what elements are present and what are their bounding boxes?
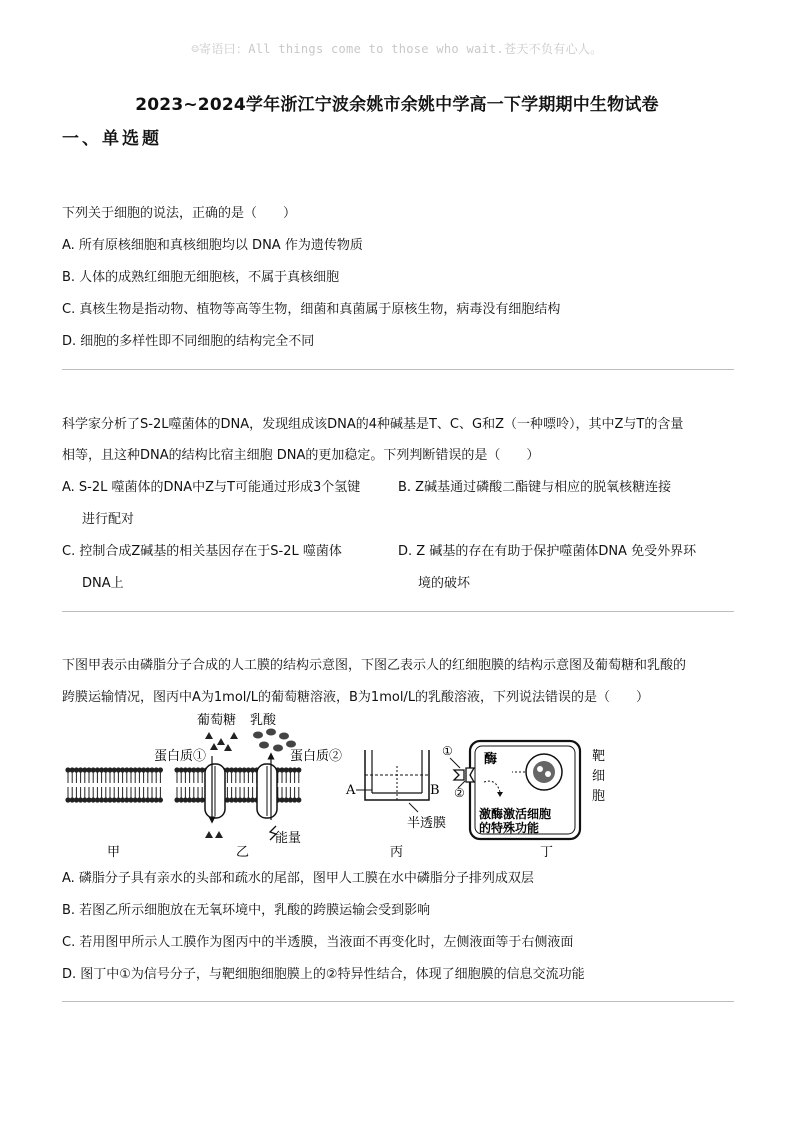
activate-line2: 的特殊功能 xyxy=(479,821,540,835)
label-b: B xyxy=(430,783,440,798)
q3-option-c[interactable]: C. 若用图甲所示人工膜作为图丙中的半透膜，当液面不再变化时，左侧液面等于右侧液面 xyxy=(62,935,574,950)
q2-option-a[interactable]: A. S-2L 噬菌体的DNA中Z与T可能通过形成3个氢键 xyxy=(62,480,361,495)
panel-label-jia: 甲 xyxy=(107,845,121,860)
glucose-triangles xyxy=(205,732,238,751)
protein1-label: 蛋白质① xyxy=(154,749,207,764)
membrane-figure xyxy=(62,708,712,860)
glucose-label: 葡萄糖 xyxy=(197,713,237,728)
panel-yi xyxy=(154,712,342,846)
enzyme-label: 酶 xyxy=(484,752,498,767)
q2-option-a-cont: 进行配对 xyxy=(82,512,135,527)
q3-option-d[interactable]: D. 图丁中①为信号分子，与靶细胞细胞膜上的②特异性结合，体现了细胞膜的信息交流功能 xyxy=(62,967,585,982)
q3-stem-line2: 跨膜运输情况，图丙中A为1mol/L的葡萄糖溶液，B为1mol/L的乳酸溶液，下列说法错误的是（ ） xyxy=(62,690,650,705)
panel-label-bing: 丙 xyxy=(390,845,404,860)
q3-option-b[interactable]: B. 若图乙所示细胞放在无氧环境中，乳酸的跨膜运输会受到影响 xyxy=(62,903,431,918)
q3-stem-line1: 下图甲表示由磷脂分子合成的人工膜的结构示意图，下图乙表示人的红细胞膜的结构示意图及葡萄糖和乳酸的 xyxy=(62,658,687,673)
q2-option-c[interactable]: C. 控制合成Z碱基的相关基因存在于S-2L 噬菌体 xyxy=(62,544,342,559)
q1-option-d[interactable]: D. 细胞的多样性即不同细胞的结构完全不同 xyxy=(62,334,315,349)
watermark: ☺寄语曰：All things come to those who wait.苍天不负有心人。 xyxy=(191,42,603,56)
panel-bing xyxy=(345,750,446,831)
q2-stem-line1: 科学家分析了S-2L噬菌体的DNA，发现组成该DNA的4种碱基是T、C、G和Z（一种嘌呤），其中Z与T的含量 xyxy=(62,417,684,432)
lactate-label: 乳酸 xyxy=(250,713,277,728)
protein2-label: 蛋白质② xyxy=(290,749,343,764)
target-char-3: 胞 xyxy=(592,789,606,804)
q2-stem-line2: 相等，且这种DNA的结构比宿主细胞 DNA的更加稳定。下列判断错误的是（ ） xyxy=(62,448,540,463)
signal-marker: ① xyxy=(442,744,453,758)
panel-label-yi: 乙 xyxy=(236,845,250,860)
q1-option-c[interactable]: C. 真核生物是指动物、植物等高等生物，细菌和真菌属于原核生物，病毒没有细胞结构 xyxy=(62,302,561,317)
panel-label-ding: 丁 xyxy=(540,845,554,860)
signal-molecule-icon xyxy=(454,770,464,780)
section-heading: 一、单选题 xyxy=(62,129,162,149)
panel-ding xyxy=(442,741,605,839)
q1-option-b[interactable]: B. 人体的成熟红细胞无细胞核，不属于真核细胞 xyxy=(62,270,340,285)
activate-line1: 激酶激活细胞 xyxy=(479,807,552,821)
divider xyxy=(62,369,734,370)
nucleus-icon xyxy=(533,761,555,783)
q2-option-d[interactable]: D. Z 碱基的存在有助于保护噬菌体DNA 免受外界环 xyxy=(398,544,697,559)
membrane-label: 半透膜 xyxy=(407,816,447,831)
target-char-2: 细 xyxy=(592,769,606,784)
q2-option-b[interactable]: B. Z碱基通过磷酸二酯键与相应的脱氧核糖连接 xyxy=(398,480,672,495)
label-a: A xyxy=(346,783,356,798)
q2-option-d-cont: 境的破坏 xyxy=(418,576,471,591)
divider xyxy=(62,1001,734,1002)
divider xyxy=(62,611,734,612)
energy-label: 能量 xyxy=(275,831,302,846)
q1-option-a[interactable]: A. 所有原核细胞和真核细胞均以 DNA 作为遗传物质 xyxy=(62,238,363,253)
target-char-1: 靶 xyxy=(592,749,606,764)
q2-option-c-cont: DNA上 xyxy=(82,576,124,591)
page-title: 2023~2024学年浙江宁波余姚市余姚中学高一下学期期中生物试卷 xyxy=(135,95,659,115)
q1-stem: 下列关于细胞的说法，正确的是（ ） xyxy=(62,206,297,221)
panel-jia-bilayer xyxy=(65,767,163,802)
receptor-marker: ② xyxy=(454,786,465,800)
panel-yi-bilayer xyxy=(174,767,301,802)
q3-option-a[interactable]: A. 磷脂分子具有亲水的头部和疏水的尾部，图甲人工膜在水中磷脂分子排列成双层 xyxy=(62,871,534,886)
